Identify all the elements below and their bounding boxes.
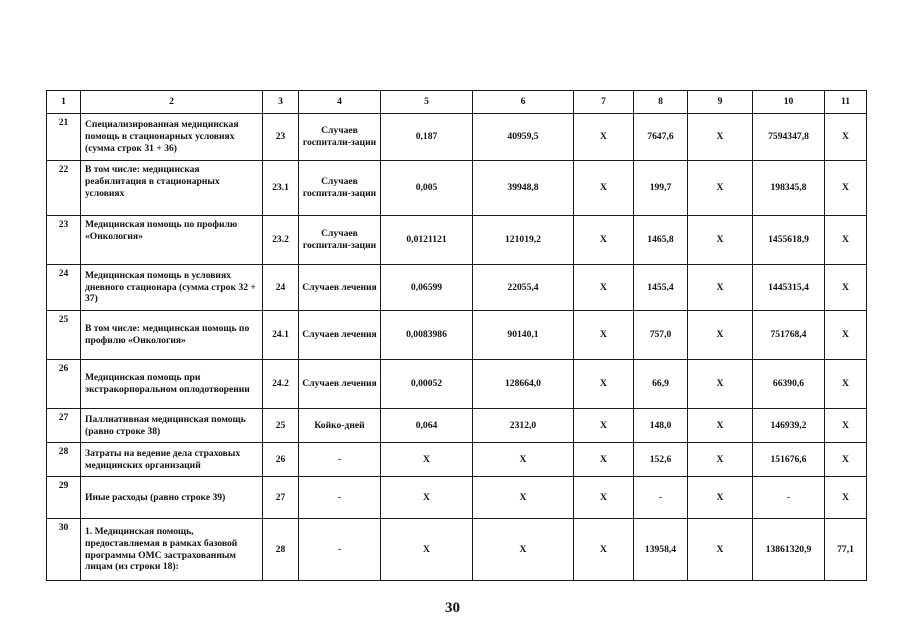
- row-name: В том числе: медицинская помощь по профилю «Онкология»: [81, 311, 263, 360]
- table-row: [47, 161, 867, 216]
- header-cell-6: 6: [473, 91, 574, 114]
- cell-col6: 40959,5: [473, 114, 574, 161]
- table-row: [47, 409, 867, 443]
- cell-col8: -: [634, 477, 688, 519]
- data-table: [46, 90, 867, 581]
- row-number: 30: [47, 519, 81, 581]
- row-name: Иные расходы (равно строке 39): [81, 477, 263, 519]
- row-name: Затраты на ведение дела страховых медицинских организаций: [81, 443, 263, 477]
- cell-col11: X: [825, 360, 867, 409]
- cell-col11: X: [825, 477, 867, 519]
- header-cell-2: 2: [81, 91, 263, 114]
- cell-col6: X: [473, 519, 574, 581]
- row-name: Паллиативная медицинская помощь (равно строке 38): [81, 409, 263, 443]
- table-row: [47, 216, 867, 265]
- cell-col5: 0,005: [381, 161, 473, 216]
- cell-col5: X: [381, 477, 473, 519]
- header-cell-5: 5: [381, 91, 473, 114]
- row-unit: Случаев госпитали-зации: [299, 114, 381, 161]
- cell-col7: X: [574, 443, 634, 477]
- table-row: [47, 477, 867, 519]
- row-number: 29: [47, 477, 81, 519]
- cell-col10: 1455618,9: [753, 216, 825, 265]
- row-code: 23: [263, 114, 299, 161]
- cell-col7: X: [574, 265, 634, 311]
- row-unit: Случаев лечения: [299, 311, 381, 360]
- cell-col8: 7647,6: [634, 114, 688, 161]
- cell-col5: 0,0083986: [381, 311, 473, 360]
- cell-col11: X: [825, 161, 867, 216]
- header-cell-10: 10: [753, 91, 825, 114]
- cell-col11: X: [825, 409, 867, 443]
- cell-col8: 1455,4: [634, 265, 688, 311]
- row-unit: Случаев госпитали-зации: [299, 161, 381, 216]
- table-row: [47, 443, 867, 477]
- row-unit: -: [299, 477, 381, 519]
- cell-col6: 2312,0: [473, 409, 574, 443]
- cell-col6: 39948,8: [473, 161, 574, 216]
- header-cell-8: 8: [634, 91, 688, 114]
- row-name: Медицинская помощь по профилю «Онкология»: [81, 216, 263, 265]
- table-row: [47, 519, 867, 581]
- row-number: 21: [47, 114, 81, 161]
- row-code: 24.2: [263, 360, 299, 409]
- cell-col10: 146939,2: [753, 409, 825, 443]
- row-number: 27: [47, 409, 81, 443]
- cell-col5: 0,064: [381, 409, 473, 443]
- row-code: 24.1: [263, 311, 299, 360]
- page-number: 30: [445, 600, 460, 616]
- cell-col11: X: [825, 114, 867, 161]
- cell-col9: X: [688, 216, 753, 265]
- cell-col5: 0,187: [381, 114, 473, 161]
- cell-col6: 90140,1: [473, 311, 574, 360]
- row-code: 23.1: [263, 161, 299, 216]
- cell-col7: X: [574, 216, 634, 265]
- cell-col8: 199,7: [634, 161, 688, 216]
- row-unit: Случаев госпитали-зации: [299, 216, 381, 265]
- cell-col9: X: [688, 311, 753, 360]
- table-row: [47, 311, 867, 360]
- cell-col5: X: [381, 519, 473, 581]
- cell-col9: X: [688, 443, 753, 477]
- cell-col7: X: [574, 409, 634, 443]
- row-number: 24: [47, 265, 81, 311]
- row-number: 28: [47, 443, 81, 477]
- table-row: [47, 265, 867, 311]
- cell-col8: 66,9: [634, 360, 688, 409]
- row-code: 28: [263, 519, 299, 581]
- cell-col11: X: [825, 265, 867, 311]
- cell-col11: X: [825, 443, 867, 477]
- row-code: 26: [263, 443, 299, 477]
- cell-col11: X: [825, 311, 867, 360]
- header-cell-1: 1: [47, 91, 81, 114]
- cell-col8: 148,0: [634, 409, 688, 443]
- cell-col5: 0,0121121: [381, 216, 473, 265]
- row-unit: Койко-дней: [299, 409, 381, 443]
- cell-col5: 0,00052: [381, 360, 473, 409]
- cell-col10: 1445315,4: [753, 265, 825, 311]
- cell-col8: 1465,8: [634, 216, 688, 265]
- cell-col5: 0,06599: [381, 265, 473, 311]
- cell-col8: 13958,4: [634, 519, 688, 581]
- cell-col9: X: [688, 161, 753, 216]
- row-number: 22: [47, 161, 81, 216]
- cell-col6: 22055,4: [473, 265, 574, 311]
- cell-col7: X: [574, 161, 634, 216]
- header-cell-9: 9: [688, 91, 753, 114]
- row-code: 25: [263, 409, 299, 443]
- cell-col9: X: [688, 477, 753, 519]
- row-number: 26: [47, 360, 81, 409]
- table-row: [47, 360, 867, 409]
- cell-col7: X: [574, 114, 634, 161]
- cell-col7: X: [574, 519, 634, 581]
- row-name: Медицинская помощь при экстракорпоральном оплодотворении: [81, 360, 263, 409]
- cell-col7: X: [574, 477, 634, 519]
- cell-col5: X: [381, 443, 473, 477]
- header-cell-11: 11: [825, 91, 867, 114]
- cell-col9: X: [688, 265, 753, 311]
- row-code: 24: [263, 265, 299, 311]
- cell-col6: 121019,2: [473, 216, 574, 265]
- row-number: 23: [47, 216, 81, 265]
- header-row: [47, 91, 867, 114]
- row-code: 23.2: [263, 216, 299, 265]
- cell-col8: 152,6: [634, 443, 688, 477]
- row-name: Специализированная медицинская помощь в стационарных условиях (сумма строк 31 + 36): [81, 114, 263, 161]
- cell-col9: X: [688, 360, 753, 409]
- cell-col10: -: [753, 477, 825, 519]
- cell-col9: X: [688, 409, 753, 443]
- cell-col7: X: [574, 311, 634, 360]
- row-unit: Случаев лечения: [299, 265, 381, 311]
- cell-col11: 77,1: [825, 519, 867, 581]
- row-number: 25: [47, 311, 81, 360]
- row-name: 1. Медицинская помощь, предоставляемая в рамках базовой программы ОМС застрахованным лицам (из строки 18):: [81, 519, 263, 581]
- cell-col10: 198345,8: [753, 161, 825, 216]
- table-row: [47, 114, 867, 161]
- row-code: 27: [263, 477, 299, 519]
- cell-col9: X: [688, 114, 753, 161]
- cell-col10: 751768,4: [753, 311, 825, 360]
- header-cell-4: 4: [299, 91, 381, 114]
- row-name: В том числе: медицинская реабилитация в стационарных условиях: [81, 161, 263, 216]
- row-name: Медицинская помощь в условиях дневного стационара (сумма строк 32 + 37): [81, 265, 263, 311]
- row-unit: -: [299, 443, 381, 477]
- row-unit: -: [299, 519, 381, 581]
- cell-col6: X: [473, 443, 574, 477]
- cell-col9: X: [688, 519, 753, 581]
- cell-col10: 151676,6: [753, 443, 825, 477]
- cell-col8: 757,0: [634, 311, 688, 360]
- cell-col6: X: [473, 477, 574, 519]
- cell-col10: 66390,6: [753, 360, 825, 409]
- cell-col6: 128664,0: [473, 360, 574, 409]
- cell-col10: 13861320,9: [753, 519, 825, 581]
- cell-col10: 7594347,8: [753, 114, 825, 161]
- cell-col11: X: [825, 216, 867, 265]
- row-unit: Случаев лечения: [299, 360, 381, 409]
- header-cell-3: 3: [263, 91, 299, 114]
- cell-col7: X: [574, 360, 634, 409]
- header-cell-7: 7: [574, 91, 634, 114]
